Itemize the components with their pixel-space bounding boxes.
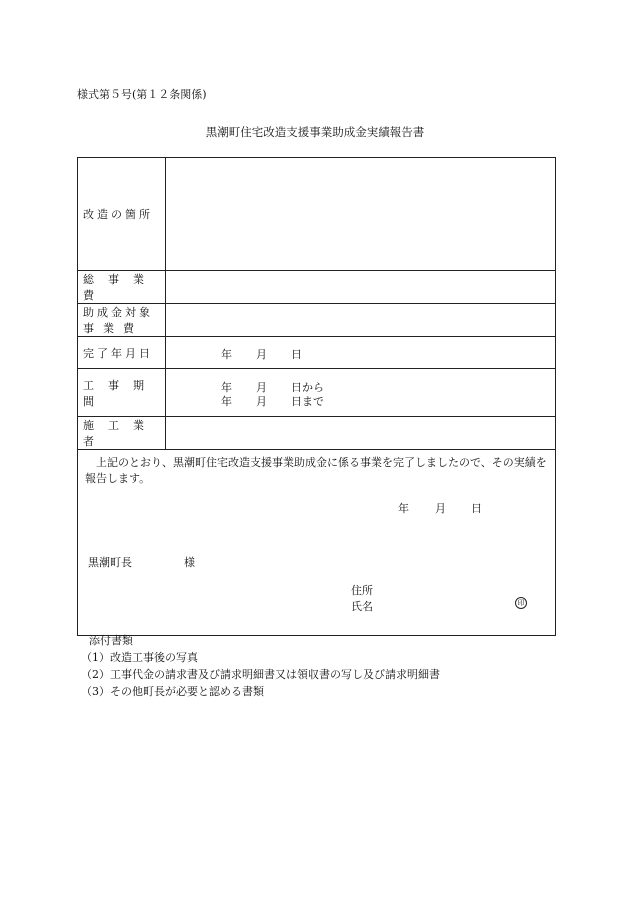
completion-month: 月 (256, 347, 267, 361)
attachments-section (77, 632, 440, 700)
statement-row (78, 450, 556, 636)
addressee-honorific: 様 (184, 556, 195, 569)
report-year: 年 (398, 502, 409, 515)
attachment-item: （3）その他町長が必要と認める書類 (81, 685, 264, 698)
location-row (78, 158, 556, 271)
subsidy-cost-field[interactable] (166, 304, 556, 337)
total-cost-row (78, 271, 556, 304)
period-end-day: 日まで (291, 394, 324, 408)
report-month: 月 (435, 502, 446, 515)
subsidy-char-3: 費 (123, 322, 134, 335)
period-start-month: 月 (256, 380, 267, 394)
subsidy-cost-label-line1: 助成金対象 (83, 306, 153, 319)
statement-cell (78, 450, 556, 636)
report-day: 日 (471, 502, 482, 515)
total-cost-label: 総事業費 (78, 271, 166, 304)
subsidy-cost-row (78, 304, 556, 337)
name-label: 氏名 (351, 600, 373, 613)
contractor-label: 施工業者 (78, 417, 166, 450)
subsidy-cost-label-line2 (83, 320, 165, 336)
construction-period-field[interactable] (166, 369, 556, 417)
location-label: 改造の箇所 (78, 158, 166, 271)
subsidy-cost-label (78, 304, 166, 337)
subsidy-char-1: 事 (83, 322, 94, 335)
document-title: 黒潮町住宅改造支援事業助成金実績報告書 (205, 125, 425, 139)
report-form-table (77, 157, 556, 636)
seal-mark: 印 (515, 597, 527, 609)
construction-period-row (78, 369, 556, 417)
construction-period-label: 工事期間 (78, 369, 166, 417)
completion-date-label: 完了年月日 (78, 337, 166, 369)
contractor-row (78, 417, 556, 450)
period-start-day: 日から (291, 380, 324, 394)
attachment-item: （1）改造工事後の写真 (81, 651, 198, 664)
attachments-heading: 添付書類 (89, 634, 133, 647)
completion-date-row (78, 337, 556, 369)
subsidy-char-2: 業 (103, 322, 114, 335)
location-field[interactable] (166, 158, 556, 271)
address-label: 住所 (351, 584, 373, 597)
contractor-field[interactable] (166, 417, 556, 450)
addressee: 黒潮町長 (88, 556, 132, 569)
form-number: 様式第５号(第１２条関係) (77, 88, 207, 101)
period-end-month: 月 (256, 394, 267, 408)
attachment-item: （2）工事代金の請求書及び請求明細書又は領収書の写し及び請求明細書 (81, 668, 440, 681)
completion-date-field[interactable] (166, 337, 556, 369)
total-cost-field[interactable] (166, 271, 556, 304)
statement-text: 上記のとおり、黒潮町住宅改造支援事業助成金に係る事業を完了しましたので、その実績を報告します。 (85, 456, 547, 485)
completion-day: 日 (291, 347, 302, 361)
period-end-year: 年 (221, 394, 232, 408)
completion-year: 年 (221, 347, 232, 361)
period-start-year: 年 (221, 380, 232, 394)
